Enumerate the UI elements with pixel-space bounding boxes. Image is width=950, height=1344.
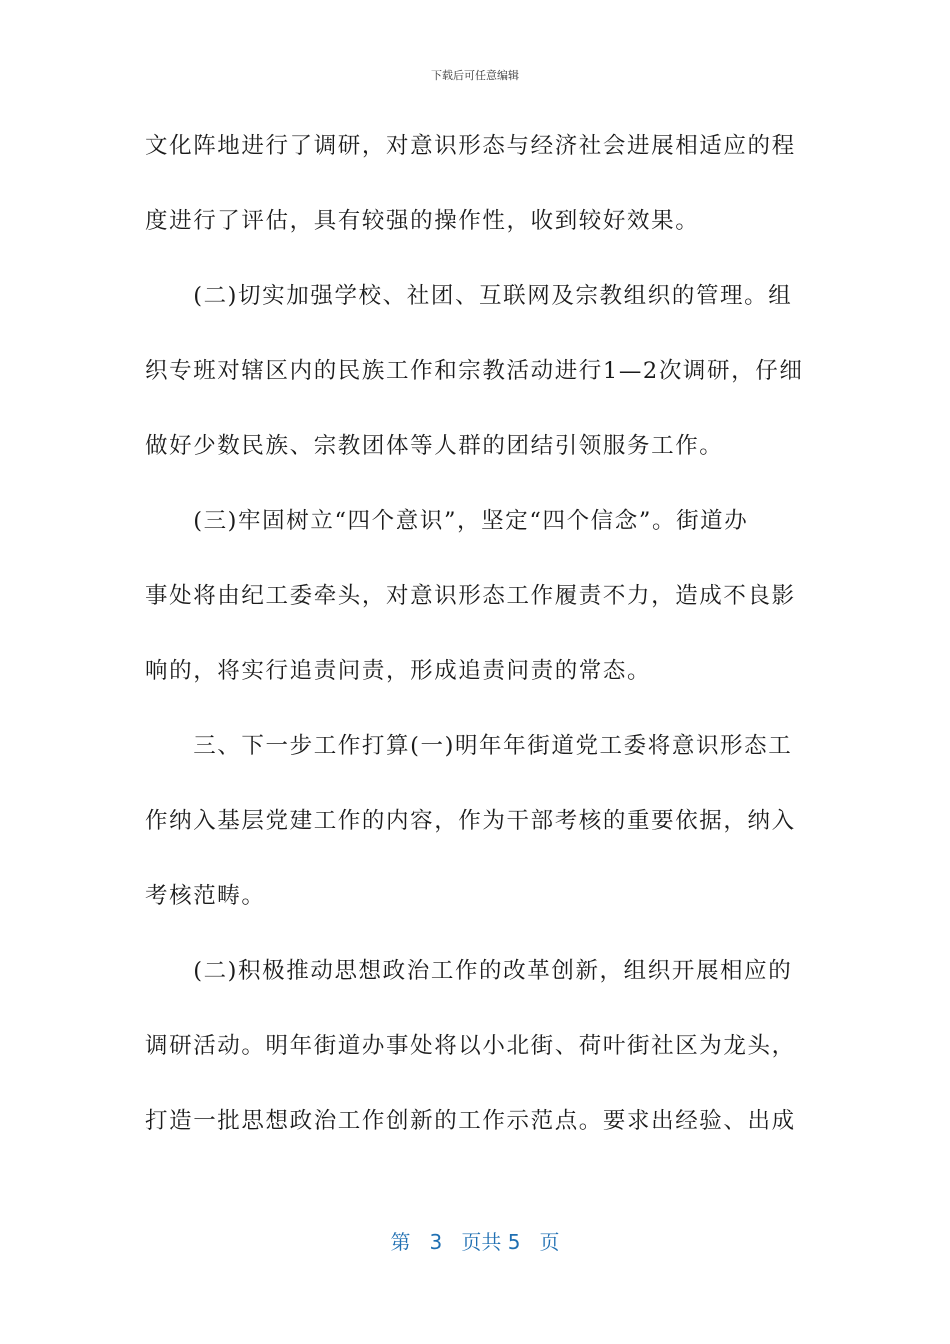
- total-pages-number: 5: [507, 1230, 521, 1254]
- body-line: 三、下一步工作打算(一)明年年街道党工委将意识形态工: [145, 733, 793, 759]
- body-line: 度进行了评估，具有较强的操作性，收到较好效果。: [145, 208, 700, 234]
- body-line: (三)牢固树立“四个意识”，坚定“四个信念”。街道办: [145, 508, 749, 534]
- page-label-prefix: 第: [390, 1230, 411, 1254]
- page-footer: [0, 1226, 950, 1255]
- body-line: 作纳入基层党建工作的内容，作为干部考核的重要依据，纳入: [145, 808, 796, 834]
- body-line: 调研活动。明年街道办事处将以小北街、荷叶街社区为龙头，: [145, 1033, 796, 1059]
- body-line: 响的，将实行追责问责，形成追责问责的常态。: [145, 658, 652, 684]
- body-line: (二)切实加强学校、社团、互联网及宗教组织的管理。组: [145, 283, 793, 309]
- body-line: 织专班对辖区内的民族工作和宗教活动进行1—2次调研，仔细: [145, 358, 804, 384]
- body-line: 打造一批思想政治工作创新的工作示范点。要求出经验、出成: [145, 1108, 796, 1134]
- header-note: 下载后可任意编辑: [431, 69, 519, 82]
- body-line: 文化阵地进行了调研，对意识形态与经济社会进展相适应的程: [145, 133, 796, 159]
- page-label-suffix: 页: [539, 1230, 560, 1254]
- body-line: (二)积极推动思想政治工作的改革创新，组织开展相应的: [145, 958, 793, 984]
- page-label-middle: 页共: [461, 1230, 502, 1254]
- current-page-number: 3: [429, 1230, 443, 1254]
- body-line: 考核范畴。: [145, 883, 266, 909]
- body-line: 做好少数民族、宗教团体等人群的团结引领服务工作。: [145, 433, 724, 459]
- body-line: 事处将由纪工委牵头，对意识形态工作履责不力，造成不良影: [145, 583, 796, 609]
